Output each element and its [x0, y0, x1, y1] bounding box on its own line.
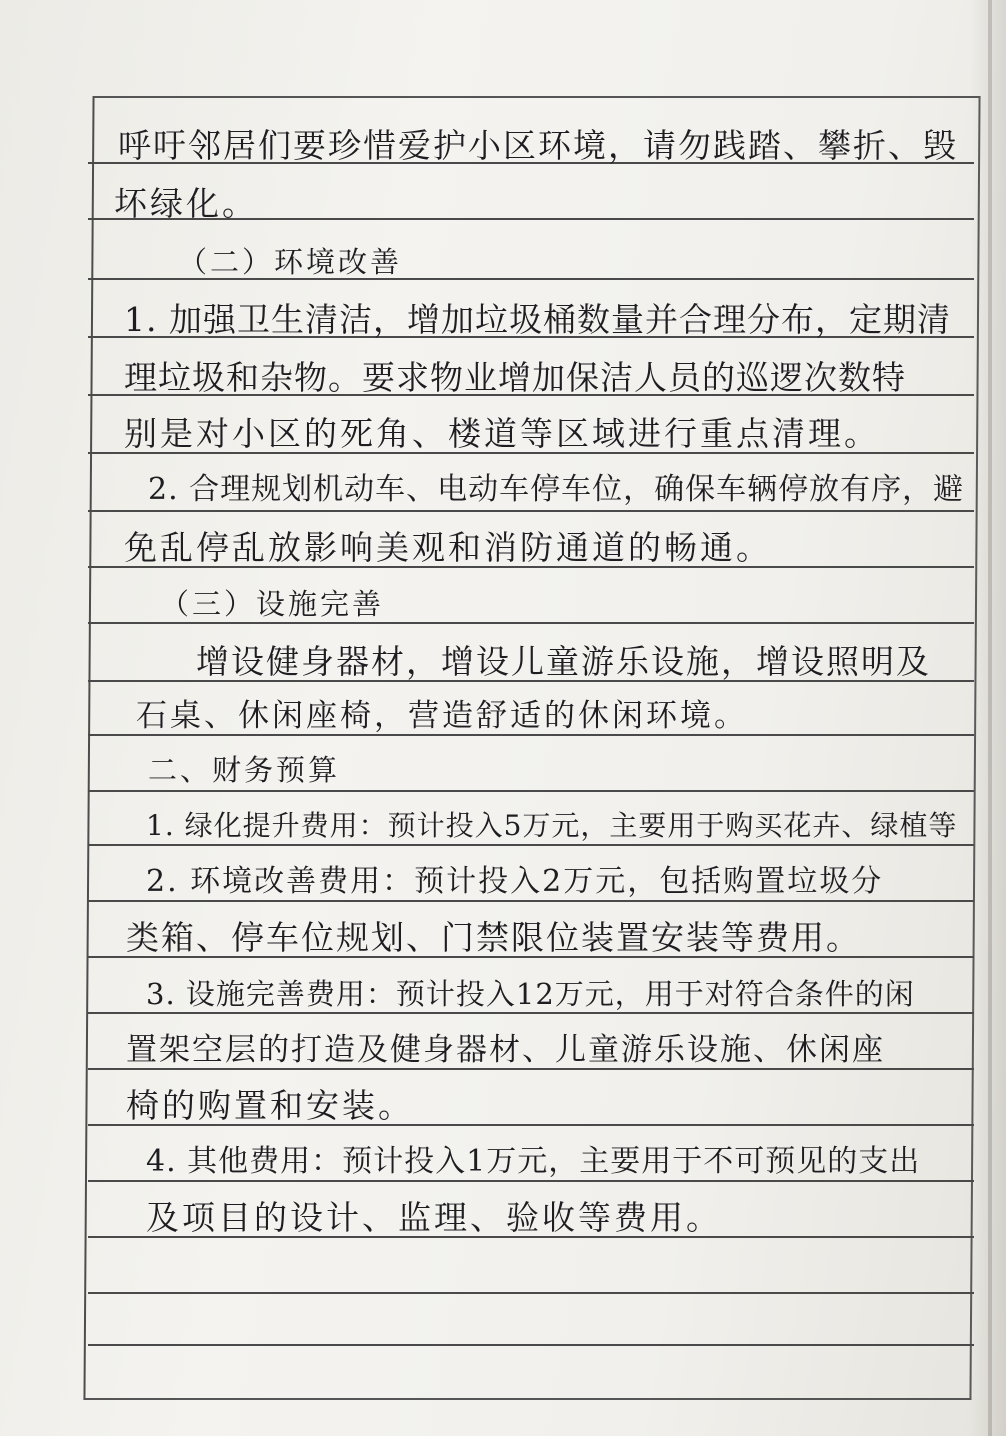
text-line: 4. 其他费用：预计投入1万元，主要用于不可预见的支出 [146, 1144, 921, 1179]
section-heading: （二）环境改善 [178, 245, 403, 279]
text-line: 3. 设施完善费用：预计投入12万元，用于对符合条件的闲 [146, 977, 915, 1011]
text-line: 2. 环境改善费用：预计投入2万元，包括购置垃圾分 [146, 864, 884, 899]
text-line: 2. 合理规划机动车、电动车停车位，确保车辆停放有序，避 [148, 472, 965, 507]
text-line: 石桌、休闲座椅，营造舒适的休闲环境。 [136, 698, 748, 734]
section-heading: （三）设施完善 [160, 587, 385, 621]
text-line: 别是对小区的死角、楼道等区域进行重点清理。 [124, 414, 880, 453]
text-line: 类箱、停车位规划、门禁限位装置安装等费用。 [126, 918, 861, 957]
text-line: 椅的购置和安装。 [126, 1086, 414, 1125]
ruled-line [88, 1344, 974, 1346]
text-line: 坏绿化。 [114, 184, 258, 223]
text-line: 呼吁邻居们要珍惜爱护小区环境，请勿践踏、攀折、毁 [118, 126, 958, 165]
text-line: 1. 绿化提升费用：预计投入5万元，主要用于购买花卉、绿植等 [146, 809, 958, 842]
ruled-line [88, 510, 974, 512]
ruled-line [88, 1292, 974, 1294]
text-line: 免乱停乱放影响美观和消防通道的畅通。 [124, 528, 772, 567]
text-line: 理垃圾和杂物。要求物业增加保洁人员的巡逻次数特 [124, 358, 906, 397]
text-line: 增设健身器材，增设儿童游乐设施，增设照明及 [196, 642, 931, 681]
ruled-line [88, 790, 974, 792]
text-line: 及项目的设计、监理、验收等费用。 [146, 1198, 722, 1237]
text-line: 1. 加强卫生清洁，增加垃圾桶数量并合理分布，定期清 [124, 300, 951, 339]
section-heading: 二、财务预算 [148, 753, 341, 787]
text-line: 置架空层的打造及健身器材、儿童游乐设施、休闲座 [126, 1032, 885, 1068]
